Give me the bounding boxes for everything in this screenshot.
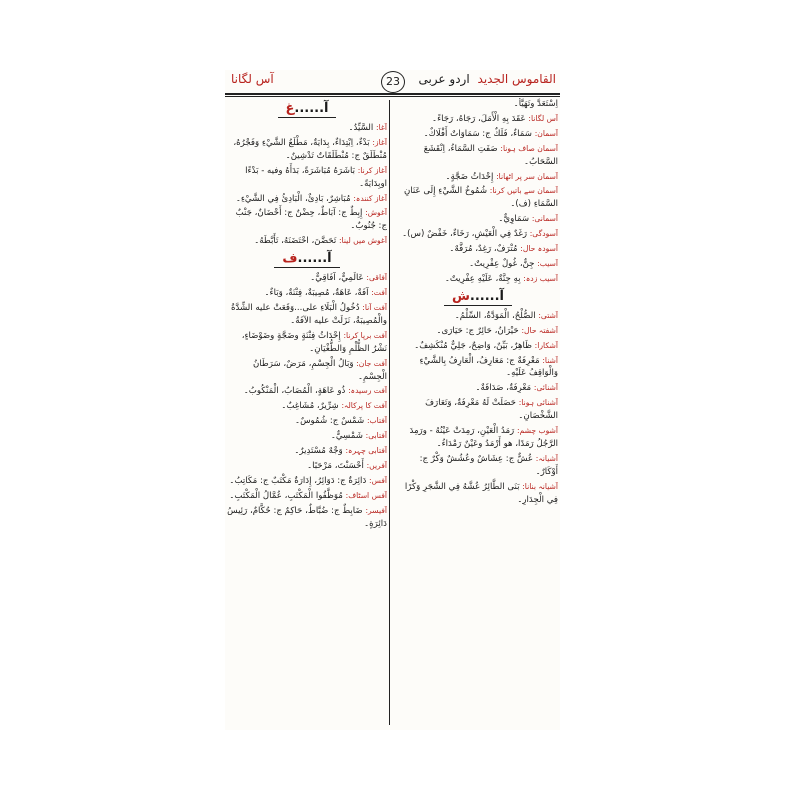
section-heading-ghain [227,101,387,118]
entry-headword: آشوب چشم: [516,426,558,436]
dictionary-entry [227,235,387,248]
entry-headword: آسمان سر پر اٹھانا: [496,171,558,181]
entry-headword: آغا: [376,123,387,132]
dictionary-entry [398,128,558,141]
dictionary-entry [398,185,558,211]
entry-definition: مَعْرِفَةٌ، صَدَاقَةٌ۔ [475,383,532,394]
entry-headword: آفت رسیدہ: [348,386,387,396]
entry-headword: آغاز: [372,137,387,147]
dictionary-entry [398,481,558,507]
dictionary-entry [398,243,558,256]
section-letter: ش [451,288,470,304]
entry-definition: بِهِ جِنَّةٌ، عَلَيْهِ عِفْرِيتٌ۔ [444,273,521,284]
entry-headword: آسودہ حال: [520,244,558,254]
entry-definition: ضَابِطٌ ج: ضُبَّاطٌ، حَاكِمٌ ج: حُكَّامٌ، رَئِيسُ دَائِرَةٍ۔ [227,505,387,529]
entry-headword: آسودگی: [529,229,558,239]
entry-definition: ذُو عَاهَةٍ، الْمُصَابُ، الْمَنْكُوبُ۔ [243,386,346,397]
entry-definition: إِبِطٌ ج: آبَاطٌ، حِضْنٌ ج: أَحْضَانٌ، جَنْبٌ ج: جُنُوبٌ۔ [235,208,387,232]
section-prefix: آ...... [469,288,505,304]
dictionary-entry [227,400,387,413]
dictionary-entry [398,143,558,169]
right-column [398,98,558,726]
page-number: 23 [381,71,405,93]
dictionary-entry [227,358,387,384]
entry-definition: آفَةٌ، عَاهَةٌ، مُصِيبَةٌ، فِتْنَةٌ، وَبَاءٌ۔ [264,288,369,299]
running-head: آس لگانا [231,72,274,86]
dictionary-entry [227,330,387,356]
dictionary-entry [227,475,387,488]
entry-definition: حَصَلَتْ لَهُ مَعْرِفَةٌ، وَتَعَارَفَ الشَّخْصَانِ۔ [425,398,558,422]
entry-headword: آشیانہ: [535,453,558,463]
entry-headword: آشنائی ہونا: [518,398,558,408]
dictionary-entry [398,397,558,423]
column-divider [389,100,390,725]
dictionary-title: القاموس الجديد [477,72,556,86]
entry-definition: سَمَاوِيٌّ۔ [498,214,530,225]
entry-headword: آغوش میں لینا: [338,236,387,246]
entry-definition: دَائِرَةٌ ج: دَوَائِرُ، إِدَارَةٌ مَكْتَبٌ ج: مَكَاتِبُ۔ [229,475,367,486]
dictionary-page [225,70,560,730]
entry-definition: اِسْتَعَدَّ وتَهَيَّأَ۔ [513,99,558,109]
entry-definition: بَنَى الطَّائِرُ عُشَّهُ فِي الشَّجَرِ وَكْرًا فِي الْجِدَارِ۔ [404,481,558,505]
header-rule [225,93,560,95]
entry-headword: آفس: [369,475,387,485]
entry-headword: آسیب: [537,258,558,268]
entry-definition: إِحْدَاثُ ضَجَّةٍ۔ [445,171,494,182]
entry-headword: آسمان: [534,128,558,138]
section-heading-sheen [398,289,558,306]
dictionary-entry [227,287,387,300]
entry-definition: بَدْءٌ، اِبْتِدَاءٌ، بِدَايَةٌ، مَطْلَعُ الشَّيْءِ وَفَجْرُهُ، مُنْطَلَقٌ ج: مُنْطَلَقَاتٌ تَدْشِينٌ۔ [233,137,387,161]
entry-headword: آفریں: [366,460,387,470]
dictionary-entry [227,302,387,328]
dictionary-entry [398,171,558,184]
entry-headword: آشنائی: [533,383,558,393]
entry-headword: آغاز کنندہ: [353,193,387,203]
entry-definition: شِرِّيرٌ، مُشَاغِبٌ۔ [281,401,339,412]
entry-definition: شُمُوخُ الشَّيْءِ إِلَى عَنَانِ السَّمَاءِ (ف)۔ [404,186,558,210]
entry-list [398,310,558,507]
dictionary-entry [398,425,558,451]
entry-definition: وَبَالُ الْجِسْمِ، مَرَضٌ، سَرَطَانُ الْجِسْمِ۔ [252,358,387,382]
dictionary-entry [227,490,387,503]
dictionary-entry [227,385,387,398]
dictionary-entry [398,310,558,323]
entry-definition: تَحَضَّنَ، احْتَضَنَهُ، تَأَبَّطَهُ۔ [254,236,337,247]
entry-headword: آفت جان: [356,358,387,368]
header-title-block [418,72,556,86]
dictionary-entry [398,355,558,381]
entry-definition: عُشٌّ ج: عِشَاشٌ وعُشُشٌ وَكْرٌ ج: أَوْكَارٌ۔ [419,453,558,477]
entry-definition: سَمَاءٌ، فَلَكٌ ج: سَمَاوَاتٌ أَفْلَاكٌ۔ [423,128,532,139]
entry-definition: ظَاهِرٌ، بَيِّنٌ، وَاضِحٌ، جَلِيٌّ مُنْكَشِفٌ۔ [414,340,532,351]
entry-definition: دُخُولُ الْبَلَاءِ على...وَقَعَتْ عليه الشِّدَّةُ والْمُصِيبَةُ، نَزَلَتْ عليه الآفَةُ۔ [230,302,387,326]
entry-definition: حَيْرَانُ، حَائِرٌ ج: حَيَارَى۔ [436,325,519,336]
entry-headword: آفتابی: [365,431,387,441]
entry-headword: آفتاب: [366,416,387,426]
entry-definition: صَفَتِ السَّمَاءُ، اِنْقَشَعَ السَّحَابُ۔ [423,143,558,167]
entry-definition: جِنٌّ، غُولٌ عِفْرِيتٌ۔ [469,258,535,269]
entry-list [398,98,558,286]
section-letter: غ [285,101,295,116]
entry-headword: آسمان سے باتیں کرنا: [489,186,558,196]
dictionary-entry [398,340,558,353]
entry-headword: آسمانی: [531,214,558,224]
section-prefix: آ...... [294,101,329,116]
entry-definition: عَقَدَ بِهِ الْأَمَلَ، رَجَاهُ، رَجَاءً۔ [432,113,526,124]
entry-headword: آفیسر: [365,505,387,515]
dictionary-entry [398,258,558,271]
dictionary-entry [227,445,387,458]
language-pair: اردو عربی [418,72,470,86]
dictionary-entry [227,430,387,443]
dictionary-entry [227,122,387,135]
entry-list [227,122,387,248]
dictionary-entry [227,460,387,473]
entry-headword: آفاقی: [366,273,387,283]
dictionary-entry [398,213,558,226]
entry-headword: آفت: [371,288,387,298]
entry-headword: آغاز کرنا: [357,165,387,175]
section-prefix: آ...... [297,251,332,267]
entry-headword: آفس اسٹاف: [345,490,387,500]
entry-headword: آشفتہ حال: [521,325,558,335]
entry-definition: عَالَمِيٌّ، آفَاقِيٌّ۔ [310,273,364,284]
header-rule-thin [225,96,560,97]
dictionary-entry [227,193,387,206]
dictionary-entry [398,228,558,241]
entry-headword: آشنا: [542,355,558,365]
dictionary-entry [227,207,387,233]
entry-definition: مُبَاشِرٌ، بَادِئٌ، الْبَادِئُ فِي الشَّيْءِ۔ [235,193,351,204]
dictionary-entry [398,382,558,395]
entry-definition: مُوَظَّفُوا الْمَكْتَبِ، عُمَّالُ الْمَكْتَبِ۔ [229,490,343,501]
entry-headword: آغوش: [365,208,387,218]
entry-headword: آشیانہ بنانا: [522,481,558,491]
section-heading-fa [227,251,387,268]
entry-definition: السَّيِّدُ۔ [348,123,374,133]
entry-headword: آفت آنا: [362,302,387,312]
entry-headword: آشتی: [538,310,558,320]
dictionary-entry [398,113,558,126]
entry-headword: آسیب زدہ: [523,273,558,283]
entry-list [227,272,387,530]
entry-definition: بَاشَرَهُ مُبَاشَرَةً، بَدَأَهُ وفيه - بَدْءًا اوبِدَايَةً۔ [245,165,387,189]
entry-definition: الصُّلْحُ، الْمَوَدَّةُ، السِّلْمُ۔ [454,310,536,321]
dictionary-entry [227,137,387,163]
entry-definition: رَغَدٌ فِي الْعَيْشِ، رَخَاءٌ، خَفْضٌ (س)۔ [402,229,527,240]
dictionary-entry [227,165,387,191]
entry-headword: آس لگانا: [528,113,558,123]
entry-definition: إِحْدَاثُ فِتْنَةٍ وضَجَّةٍ وضَوْضَاءٍ، نَشْرُ الظُّلْمِ وَالطُّغْيَانِ۔ [241,330,387,354]
dictionary-entry [398,98,558,111]
entry-definition: مُتْرَفٌ، رَغِدٌ، مُرَفَّهٌ۔ [449,244,518,255]
dictionary-entry [227,505,387,531]
dictionary-entry [227,415,387,428]
dictionary-entry [398,453,558,479]
section-letter: ف [282,251,298,267]
entry-headword: آفت کا پرکالہ: [341,401,387,411]
entry-definition: رَمَدُ الْعَيْنِ، رَمِدَتْ عَيْنُهُ - ورَمِدَ الرَّجُلُ رَمَدًا، هو أَرْمَدُ وعَيْنٌ رَمْدَاءُ۔ [409,426,558,449]
entry-headword: آفتابی چہرہ: [345,446,387,456]
left-column [227,98,387,726]
entry-headword: آشکارا: [534,340,558,350]
dictionary-entry [398,325,558,338]
entry-definition: شَمْسِيٌّ۔ [330,431,363,442]
entry-definition: وَجْهٌ مُسْتَدِيرٌ۔ [294,446,343,457]
entry-headword: آسمان صاف ہونا: [500,143,558,153]
dictionary-entry [398,273,558,286]
entry-definition: شَمْسٌ ج: شُمُوسٌ۔ [295,416,365,427]
page-header [225,70,560,96]
entry-definition: مَعْرِفَةٌ ج: مَعَارِفُ، الْعَارِفُ بِالشَّيْءِ وَالْوَاقِفُ عَلَيْهِ۔ [419,355,558,379]
entry-headword: آفت برپا کرنا: [343,330,387,340]
entry-definition: أَحْسَنْتَ، مَرْحَبًا۔ [307,460,364,471]
dictionary-entry [227,272,387,285]
